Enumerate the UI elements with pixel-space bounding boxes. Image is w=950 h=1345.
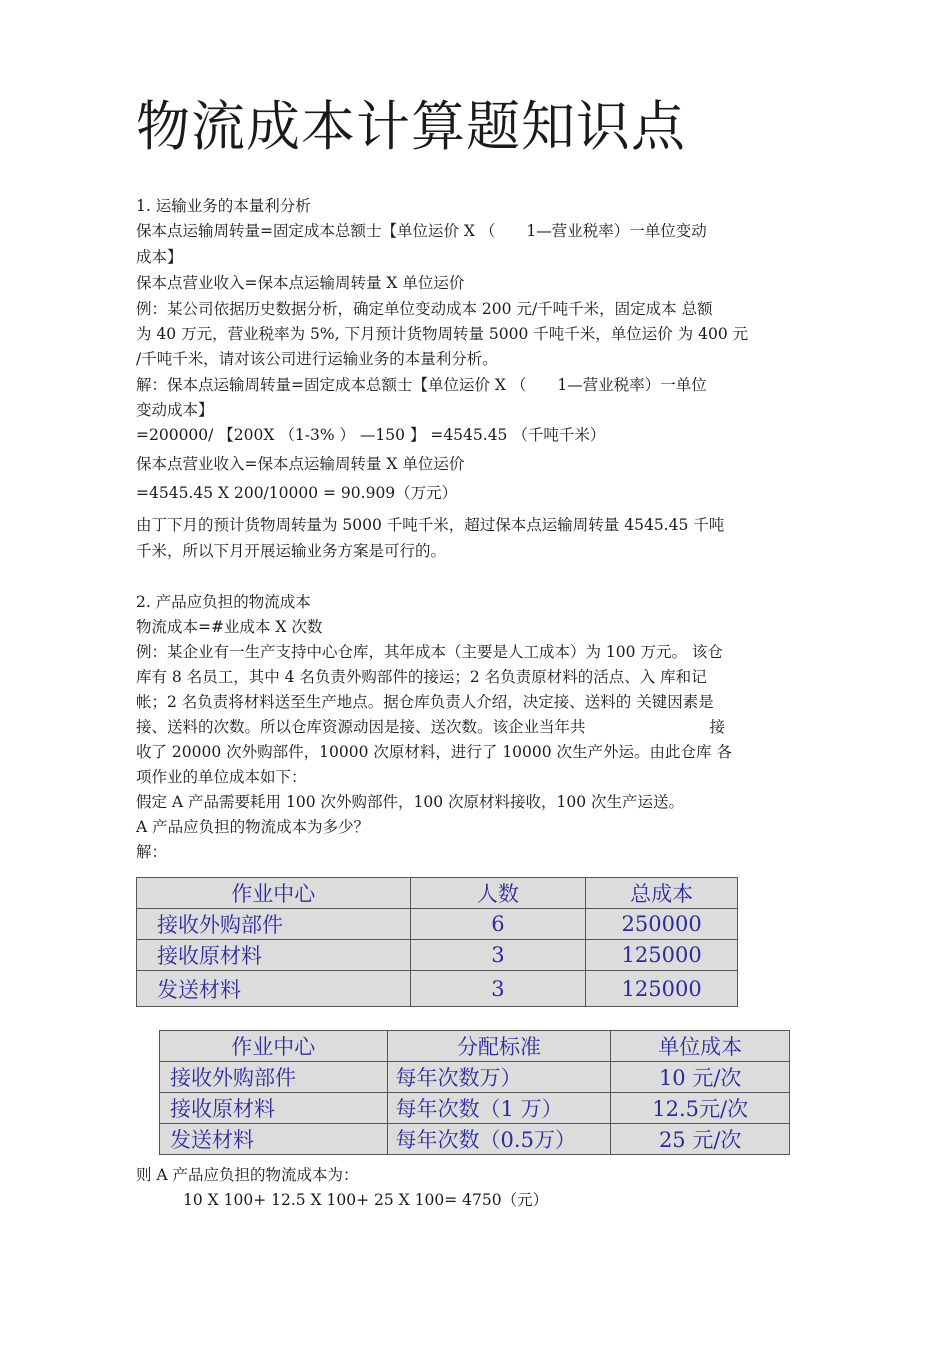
table-cell: 125000: [586, 971, 738, 1007]
text-line: 由丁下月的预计货物周转量为 5000 千吨千米，超过保本点运输周转量 4545.45 千吨: [136, 516, 725, 534]
text-line: 变动成本】: [136, 401, 214, 419]
table-cell: 3: [410, 971, 586, 1007]
text-line: 库有 8 名员工，其中 4 名负责外购部件的接运；2 名负责原材料的活点、入 库和记: [136, 668, 707, 686]
text-line: 保本点营业收入=保本点运输周转量 X 单位运价: [136, 274, 465, 292]
text-line: 成本】: [136, 248, 183, 266]
text-line: =200000/ 【200X （1-3% ） —150 】 =4545.45 （千吨千米）: [136, 426, 606, 444]
result-formula: 10 X 100+ 12.5 X 100+ 25 X 100= 4750（元）: [183, 1191, 549, 1209]
text-line: 帐；2 名负责将材料送至生产地点。据仓库负责人介绍，决定接、送料的 关键因素是: [136, 693, 714, 711]
text-line: 保本点运输周转量=固定成本总额士【单位运价 X （ 1—营业税率）一单位变动: [136, 222, 707, 240]
text-line: 千米，所以下月开展运输业务方案是可行的。: [136, 542, 447, 560]
table-cell: 接收外购部件: [160, 1062, 388, 1093]
table-cell: 每年次数万）: [387, 1062, 611, 1093]
staffing-cost-table: [136, 877, 738, 1007]
table-cell: 每年次数（1 万）: [387, 1093, 611, 1124]
page-title: 物流成本计算题知识点: [136, 95, 686, 158]
table-row: [160, 1093, 790, 1124]
table-cell: 25 元/次: [611, 1124, 790, 1155]
text-line: 项作业的单位成本如下：: [136, 768, 307, 786]
table-header-cell: 单位成本: [611, 1031, 790, 1062]
table-cell: 250000: [586, 909, 738, 940]
table-row: [137, 909, 738, 940]
table-header-row: [160, 1031, 790, 1062]
table-cell: 125000: [586, 940, 738, 971]
text-line: 收了 20000 次外购部件，10000 次原材料，进行了 10000 次生产外运。由此仓库 各: [136, 743, 732, 761]
text-line: 接、送料的次数。所以仓库资源动因是接、送次数。该企业当年共 接: [136, 718, 726, 736]
table-cell: 6: [410, 909, 586, 940]
text-line: =4545.45 X 200/10000 = 90.909（万元）: [136, 484, 458, 502]
table-cell: 发送材料: [160, 1124, 388, 1155]
table-cell: 接收原材料: [137, 940, 411, 971]
table-header-row: [137, 878, 738, 909]
table-cell: 接收外购部件: [137, 909, 411, 940]
table-row: [160, 1062, 790, 1093]
text-line: 解：: [136, 843, 168, 861]
text-line: 假定 A 产品需要耗用 100 次外购部件，100 次原材料接收，100 次生产运送。: [136, 793, 685, 811]
table-header-cell: 作业中心: [160, 1031, 388, 1062]
table-cell: 发送材料: [137, 971, 411, 1007]
table-cell: 12.5元/次: [611, 1093, 790, 1124]
table-header-cell: 分配标准: [387, 1031, 611, 1062]
table-header-cell: 作业中心: [137, 878, 411, 909]
text-line: 保本点营业收入=保本点运输周转量 X 单位运价: [136, 455, 465, 473]
text-line: 解：保本点运输周转量=固定成本总额士【单位运价 X （ 1—营业税率）一单位: [136, 376, 707, 394]
text-line: 为 40 万元，营业税率为 5%, 下月预计货物周转量 5000 千吨千米，单位运价 为 400 元: [136, 325, 749, 343]
text-line: 物流成本=#业成本 X 次数: [136, 618, 323, 636]
table-header-cell: 人数: [410, 878, 586, 909]
table-row: [137, 971, 738, 1007]
section-heading-2: 2. 产品应负担的物流成本: [136, 593, 311, 611]
text-line: 例：某公司依据历史数据分析，确定单位变动成本 200 元/千吨千米，固定成本 总额: [136, 300, 713, 318]
text-line: 例：某企业有一生产支持中心仓库，其年成本（主要是人工成本）为 100 万元。 该仓: [136, 643, 723, 661]
text-line: A 产品应负担的物流成本为多少？: [136, 818, 370, 836]
table-cell: 10 元/次: [611, 1062, 790, 1093]
table-row: [160, 1124, 790, 1155]
unit-cost-table: [159, 1030, 790, 1155]
table-cell: 3: [410, 940, 586, 971]
text-line: /千吨千米，请对该公司进行运输业务的本量利分析。: [136, 350, 498, 368]
table-cell: 接收原材料: [160, 1093, 388, 1124]
section-heading-1: 1. 运输业务的本量利分析: [136, 197, 311, 215]
table-cell: 每年次数（0.5万）: [387, 1124, 611, 1155]
text-line: 则 A 产品应负担的物流成本为：: [136, 1166, 359, 1184]
table-header-cell: 总成本: [586, 878, 738, 909]
table-row: [137, 940, 738, 971]
